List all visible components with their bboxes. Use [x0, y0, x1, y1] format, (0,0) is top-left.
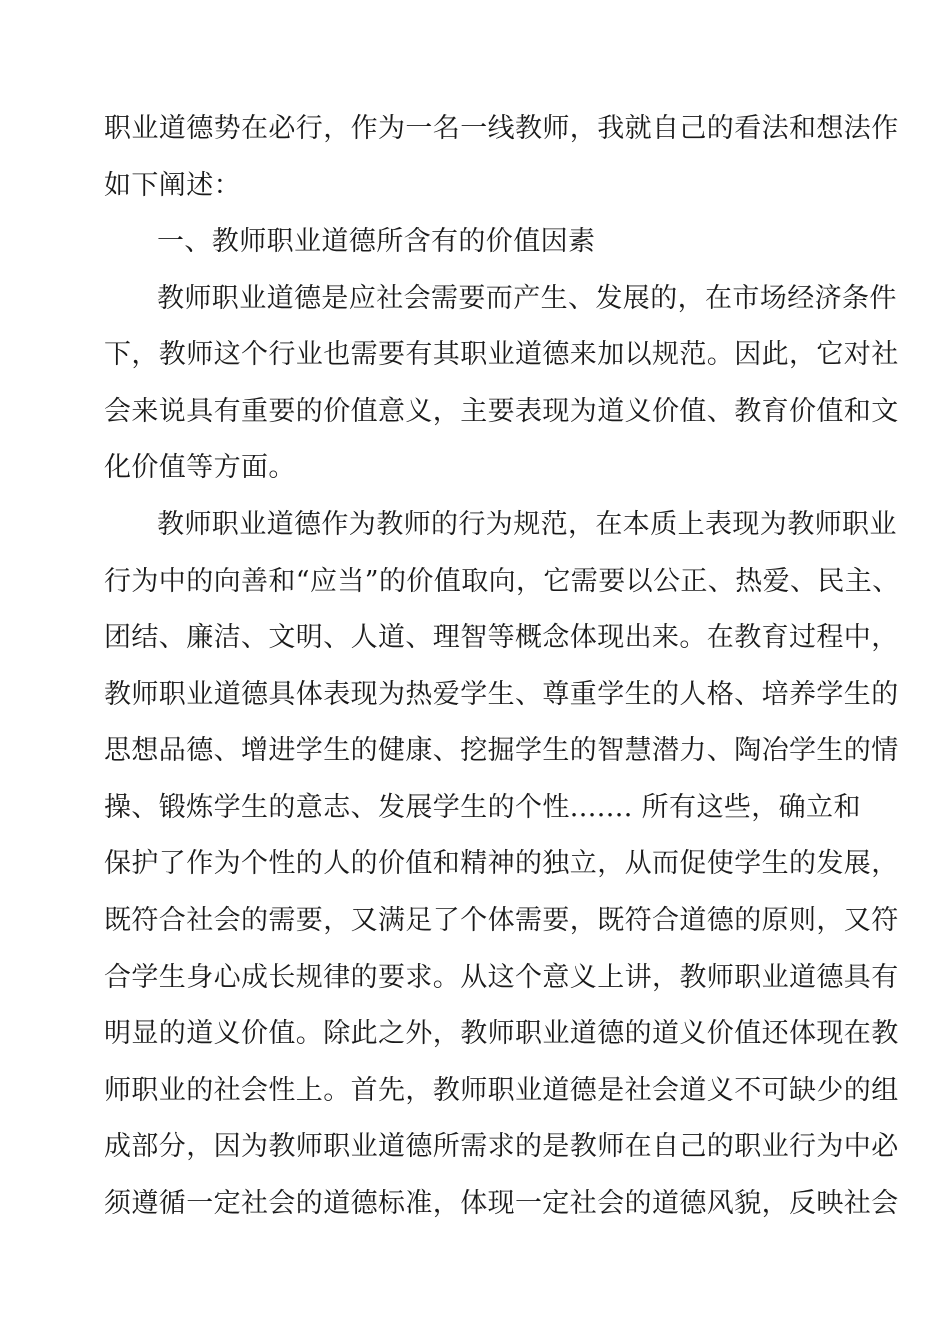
paragraph-line: 下，教师这个行业也需要有其职业道德来加以规范。因此，它对社 — [104, 339, 899, 370]
paragraph-line: 化价值等方面。 — [104, 452, 296, 483]
paragraph-line: 明显的道义价值。除此之外，教师职业道德的道义价值还体现在教 — [104, 1018, 899, 1049]
paragraph-line: 保护了作为个性的人的价值和精神的独立，从而促使学生的发展， — [104, 848, 899, 879]
paragraph-line: 教师职业道德作为教师的行为规范，在本质上表现为教师职业 — [157, 509, 897, 540]
paragraph-line: 如下阐述： — [104, 170, 241, 201]
paragraph-line: 成部分，因为教师职业道德所需求的是教师在自己的职业行为中必 — [104, 1131, 899, 1162]
paragraph-line: 合学生身心成长规律的要求。从这个意义上讲，教师职业道德具有 — [104, 962, 899, 993]
paragraph-line: 行为中的向善和“应当”的价值取向，它需要以公正、热爱、民主、 — [104, 566, 900, 597]
paragraph-line: 会来说具有重要的价值意义，主要表现为道义价值、教育价值和文 — [104, 396, 899, 427]
paragraph-line: 既符合社会的需要，又满足了个体需要，既符合道德的原则，又符 — [104, 905, 899, 936]
paragraph-line: 操、锻炼学生的意志、发展学生的个性....... 所有这些，确立和 — [104, 792, 861, 823]
paragraph-line: 教师职业道德具体表现为热爱学生、尊重学生的人格、培养学生的 — [104, 679, 899, 710]
paragraph-line: 师职业的社会性上。首先，教师职业道德是社会道义不可缺少的组 — [104, 1075, 899, 1106]
paragraph-line: 须遵循一定社会的道德标准，体现一定社会的道德风貌，反映社会 — [104, 1188, 899, 1219]
paragraph-line: 职业道德势在必行，作为一名一线教师，我就自己的看法和想法作 — [104, 113, 899, 144]
paragraph-line: 教师职业道德是应社会需要而产生、发展的，在市场经济条件 — [157, 283, 897, 314]
paragraph-line: 思想品德、增进学生的健康、挖掘学生的智慧潜力、陶冶学生的情 — [104, 735, 899, 766]
paragraph-line: 团结、廉洁、文明、人道、理智等概念体现出来。在教育过程中， — [104, 622, 899, 653]
section-heading: 一、教师职业道德所含有的价值因素 — [157, 226, 596, 257]
